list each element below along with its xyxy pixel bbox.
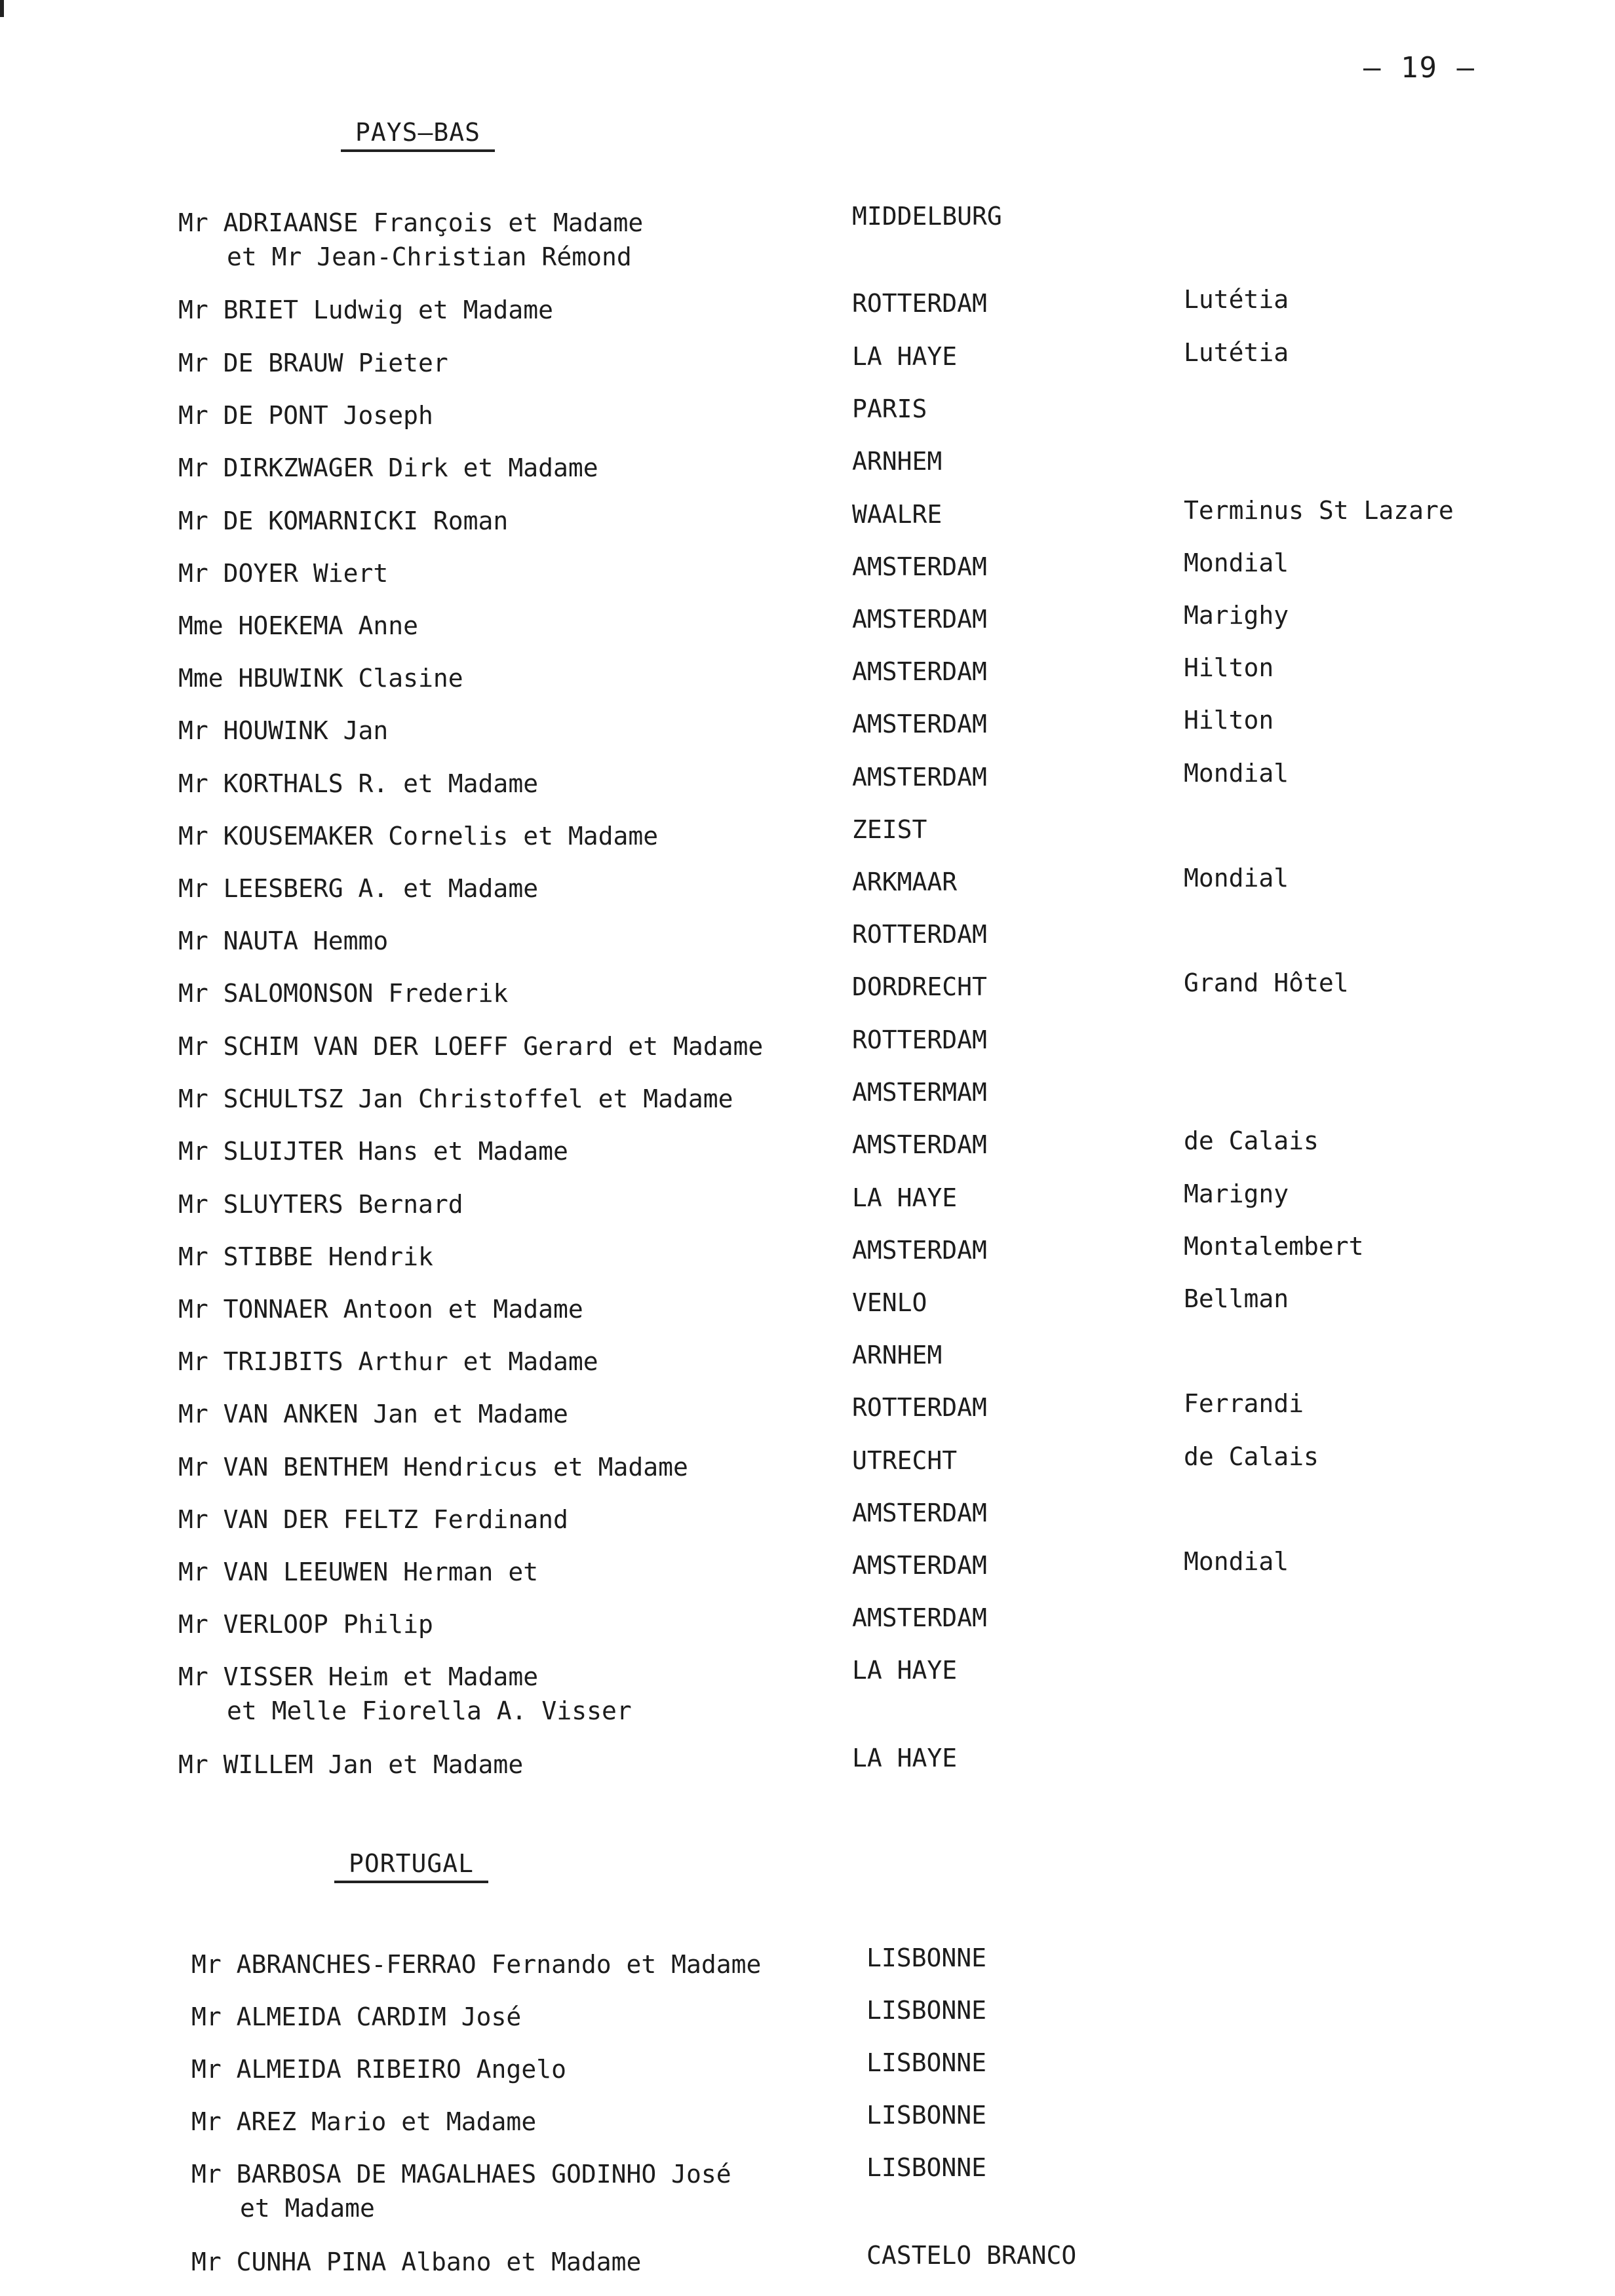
participant-name: Mr ABRANCHES-FERRAO Fernando et Madame (191, 1950, 762, 1979)
participant-name: Mr TRIJBITS Arthur et Madame (178, 1347, 598, 1376)
participant-name: Mr NAUTA Hemmo (178, 927, 389, 955)
participant-hotel: Bellman (1184, 1284, 1289, 1313)
participant-city: PARIS (852, 394, 927, 423)
participant-name: Mr VISSER Heim et Madame (178, 1662, 539, 1691)
participant-name: Mr KOUSEMAKER Cornelis et Madame (178, 822, 659, 851)
participant-hotel: de Calais (1184, 1126, 1319, 1155)
participant-name: Mr VAN DER FELTZ Ferdinand (178, 1505, 568, 1534)
participant-name: Mr ADRIAANSE François et Madame (178, 208, 644, 237)
participant-city: AMSTERDAM (852, 1551, 987, 1580)
participant-city: ROTTERDAM (852, 1393, 987, 1422)
participant-city: AMSTERMAM (852, 1078, 987, 1107)
participant-name: Mr WILLEM Jan et Madame (178, 1750, 524, 1779)
participant-city: ROTTERDAM (852, 920, 987, 949)
participant-name: Mr DE PONT Joseph (178, 401, 433, 430)
participant-name: Mr SCHULTSZ Jan Christoffel et Madame (178, 1084, 733, 1113)
participant-city: AMSTERDAM (852, 763, 987, 792)
participant-name: Mr DE KOMARNICKI Roman (178, 507, 509, 535)
participant-city: LISBONNE (866, 2048, 987, 2077)
participant-hotel: Mondial (1184, 548, 1289, 577)
section-heading-pays-bas: PAYS–BAS (341, 118, 495, 152)
participant-city: ROTTERDAM (852, 289, 987, 318)
participant-city: AMSTERDAM (852, 657, 987, 686)
participant-name: Mr BARBOSA DE MAGALHAES GODINHO José (191, 2160, 731, 2189)
participant-name: Mr SLUYTERS Bernard (178, 1190, 463, 1219)
participant-name: Mr DOYER Wiert (178, 559, 389, 588)
participant-city: ZEIST (852, 815, 927, 844)
participant-hotel: Montalembert (1184, 1232, 1364, 1261)
participant-hotel: Marigny (1184, 1179, 1289, 1208)
participant-name: Mr SCHIM VAN DER LOEFF Gerard et Madame (178, 1032, 764, 1061)
page-corner-mark (0, 0, 4, 17)
participant-city: LA HAYE (852, 1183, 958, 1212)
participant-name-continuation: et Madame (240, 2194, 375, 2223)
participant-hotel: Hilton (1184, 706, 1274, 735)
participant-city: LISBONNE (866, 1996, 987, 2025)
participant-city: LA HAYE (852, 1656, 958, 1685)
participant-city: CASTELO BRANCO (866, 2241, 1077, 2270)
participant-hotel: Terminus St Lazare (1184, 496, 1454, 525)
participant-name: Mme HOEKEMA Anne (178, 611, 419, 640)
participant-city: UTRECHT (852, 1446, 958, 1475)
participant-name: Mr STIBBE Hendrik (178, 1242, 433, 1271)
participant-name: Mr BRIET Ludwig et Madame (178, 296, 553, 324)
section-heading-portugal: PORTUGAL (334, 1849, 488, 1883)
participant-name: Mr LEESBERG A. et Madame (178, 874, 539, 903)
participant-hotel: Marighy (1184, 601, 1289, 630)
participant-city: LA HAYE (852, 1744, 958, 1772)
participant-city: DORDRECHT (852, 972, 987, 1001)
participant-city: ARNHEM (852, 1341, 943, 1369)
participant-city: LISBONNE (866, 2101, 987, 2130)
participant-name: Mr SALOMONSON Frederik (178, 979, 509, 1008)
participant-name: Mr AREZ Mario et Madame (191, 2107, 537, 2136)
participant-hotel: Mondial (1184, 864, 1289, 892)
participant-hotel: Mondial (1184, 759, 1289, 788)
participant-name: Mr ALMEIDA RIBEIRO Angelo (191, 2055, 566, 2084)
participant-name: Mr DIRKZWAGER Dirk et Madame (178, 453, 598, 482)
participant-city: ROTTERDAM (852, 1025, 987, 1054)
participant-hotel: Lutétia (1184, 285, 1289, 314)
participant-city: ARNHEM (852, 447, 943, 476)
participant-city: AMSTERDAM (852, 1130, 987, 1159)
participant-name: Mr VERLOOP Philip (178, 1610, 433, 1639)
participant-city: AMSTERDAM (852, 1236, 987, 1265)
participant-city: AMSTERDAM (852, 552, 987, 581)
participant-name: Mr VAN LEEUWEN Herman et (178, 1558, 539, 1586)
participant-city: LISBONNE (866, 2153, 987, 2182)
participant-city: AMSTERDAM (852, 1499, 987, 1527)
participant-name-continuation: et Melle Fiorella A. Visser (227, 1696, 632, 1725)
participant-name: Mr TONNAER Antoon et Madame (178, 1295, 583, 1324)
participant-name: Mr VAN BENTHEM Hendricus et Madame (178, 1453, 688, 1482)
participant-name: Mr DE BRAUW Pieter (178, 349, 448, 377)
participant-city: AMSTERDAM (852, 605, 987, 634)
participant-city: VENLO (852, 1288, 927, 1317)
participant-city: AMSTERDAM (852, 1603, 987, 1632)
participant-name: Mr SLUIJTER Hans et Madame (178, 1137, 568, 1166)
participant-city: WAALRE (852, 500, 943, 529)
participant-hotel: Ferrandi (1184, 1389, 1304, 1418)
participant-hotel: Grand Hôtel (1184, 968, 1349, 997)
participant-city: LA HAYE (852, 342, 958, 371)
participant-name: Mr CUNHA PINA Albano et Madame (191, 2248, 642, 2276)
participant-hotel: Hilton (1184, 653, 1274, 682)
participant-city: ARKMAAR (852, 868, 958, 896)
participant-name: Mr VAN ANKEN Jan et Madame (178, 1400, 568, 1428)
participant-hotel: Lutétia (1184, 338, 1289, 367)
participant-hotel: de Calais (1184, 1442, 1319, 1471)
participant-city: MIDDELBURG (852, 202, 1002, 231)
participant-city: AMSTERDAM (852, 710, 987, 738)
page-number: – 19 – (1363, 51, 1475, 85)
participant-name: Mme HBUWINK Clasine (178, 664, 463, 693)
participant-hotel: Mondial (1184, 1547, 1289, 1576)
participant-name: Mr ALMEIDA CARDIM José (191, 2002, 522, 2031)
participant-name-continuation: et Mr Jean-Christian Rémond (227, 242, 632, 271)
participant-name: Mr KORTHALS R. et Madame (178, 769, 539, 798)
participant-name: Mr HOUWINK Jan (178, 716, 389, 745)
participant-city: LISBONNE (866, 1943, 987, 1972)
